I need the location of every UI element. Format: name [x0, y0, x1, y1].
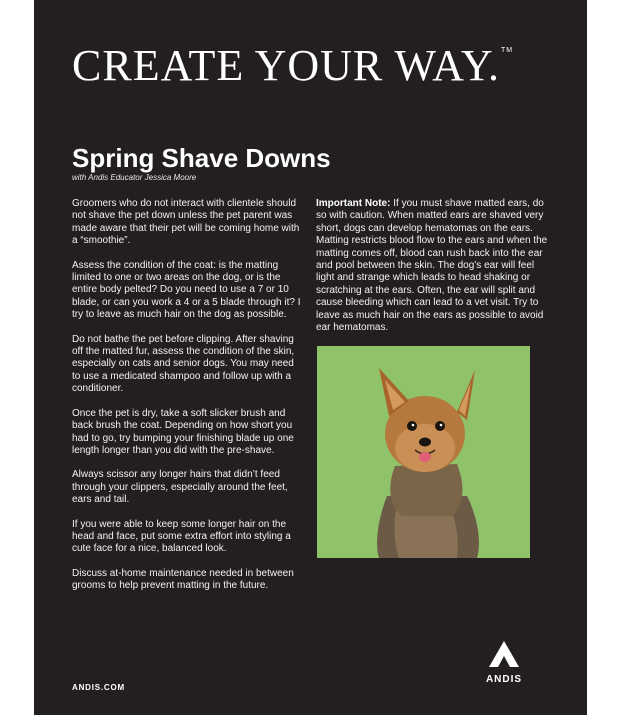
paragraph: If you were able to keep some longer hair on the head and face, put some extra effort into styling a cute face for a nice, balanced look. — [72, 518, 291, 555]
paragraph: Always scissor any longer hairs that didn’t feed through your clippers, especially around the feet, ears and tail. — [72, 469, 288, 506]
article-byline: with Andis Educator Jessica Moore — [72, 173, 197, 182]
footer-url: ANDIS.COM — [72, 683, 125, 692]
dog-photo — [317, 346, 530, 558]
andis-logo-text: ANDIS — [485, 674, 523, 685]
important-note-text: If you must shave matted ears, do so with caution. When matted ears are shaved very short, dogs can develop hematomas on the ears. Matting restricts blood flow to the ears and when the matting comes off, blood can rush back into the ear and pool between the skin. The dog’s ear will feel light and strange which leads to head shaking or scratching at the ears. Often, the ear will split and cause bleeding which can lead to a vet visit. Try to leave as much hair on the ears as possible to avoid ear hematomas. — [316, 198, 548, 334]
left-column — [72, 198, 304, 605]
flyer-page — [34, 0, 587, 715]
andis-logo-icon — [489, 641, 519, 667]
right-column — [316, 198, 549, 346]
paragraph: Discuss at-home maintenance needed in between grooms to help prevent matting in the future. — [72, 567, 294, 592]
paragraph: Assess the condition of the coat: is the matting limited to one or two areas on the dog, or is the entire body pelted? Do you need to use a 7 or 10 blade, or can you work a 4 or a 5 blade through it? I try to leave as much hair on the dog as possible. — [72, 259, 301, 321]
important-note — [316, 198, 549, 334]
andis-logo — [479, 641, 529, 691]
paragraph: Do not bathe the pet before clipping. After shaving off the matted fur, assess the condition of the skin, especially on cats and senior dogs. You may need to use a medicated shampoo and follow up with a conditioner. — [72, 333, 295, 395]
headline-text: CREATE YOUR WAY. — [72, 41, 500, 90]
article-title: Spring Shave Downs — [72, 143, 331, 173]
important-note-label: Important Note: — [316, 198, 391, 209]
yorkie-dog-illustration — [317, 346, 530, 558]
headline — [72, 41, 552, 90]
paragraph: Once the pet is dry, take a soft slicker brush and back brush the coat. Depending on how short you had to go, try bumping your finishing blade up one length longer than you did with the pre-shave. — [72, 407, 294, 456]
trademark-mark: TM — [500, 47, 514, 54]
paragraph: Groomers who do not interact with clientele should not shave the pet down unless the pet parent was made aware that their pet will be coming home with a “smoothie”. — [72, 198, 300, 247]
